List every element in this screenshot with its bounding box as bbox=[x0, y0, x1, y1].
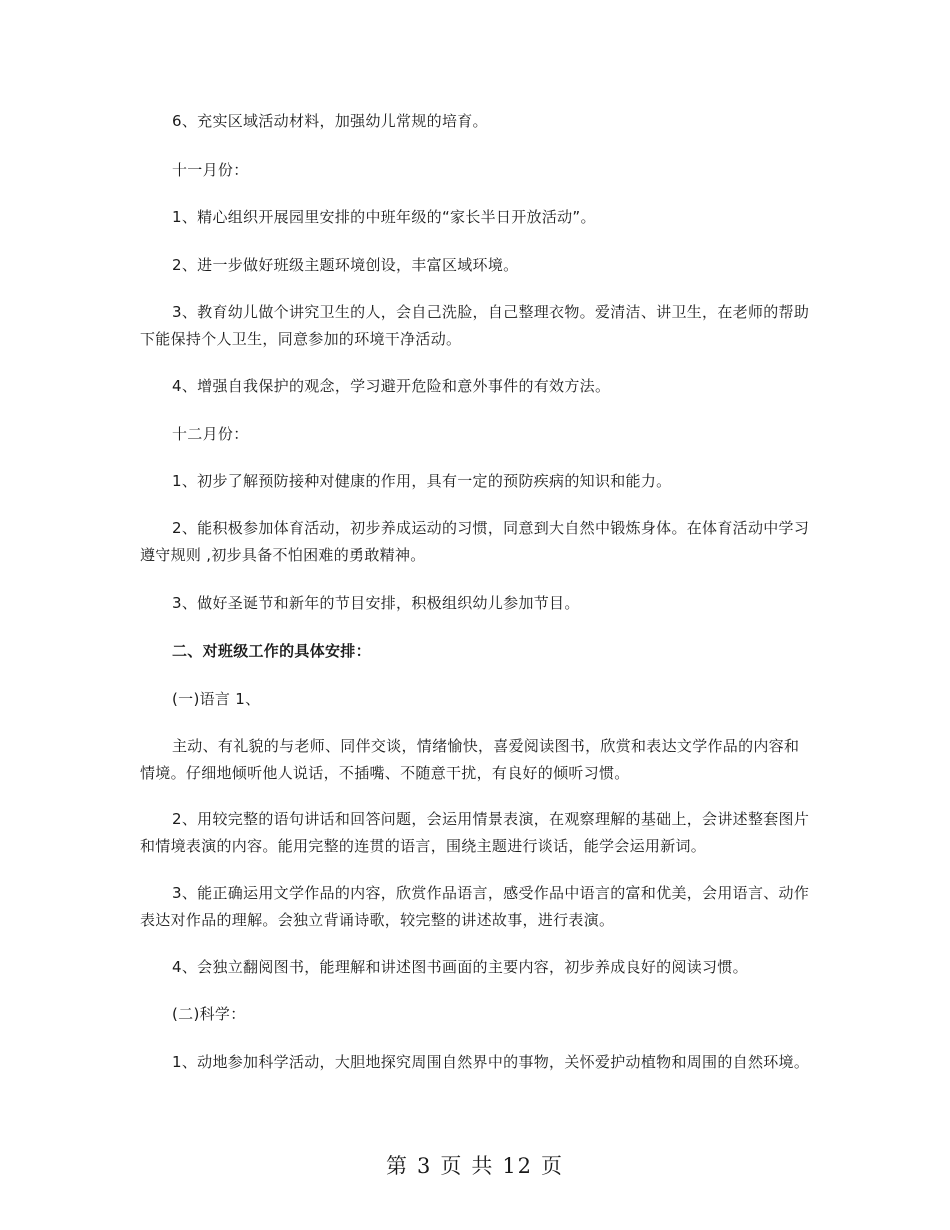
paragraph-item-6: 6、充实区域活动材料，加强幼儿常规的培育。 bbox=[172, 112, 488, 130]
paragraph-language-4: 4、会独立翻阅图书，能理解和讲述图书画面的主要内容，初步养成良好的阅读习惯。 bbox=[172, 958, 748, 976]
section-heading-class-work: 二、对班级工作的具体安排： bbox=[172, 642, 371, 660]
paragraph-language-1: 主动、有礼貌的与老师、同伴交谈，情绪愉快，喜爱阅读图书，欣赏和表达文学作品的内容和情境。仔细地倾听他人说话，不插嘴、不随意干扰，有良好的倾听习惯。 bbox=[140, 737, 800, 782]
paragraph-nov-4: 4、增强自我保护的观念，学习避开危险和意外事件的有效方法。 bbox=[172, 377, 611, 395]
footer-current-page: 3 bbox=[416, 1154, 433, 1178]
footer-gong: 共 bbox=[471, 1154, 495, 1178]
paragraph-language-3: 3、能正确运用文学作品的内容，欣赏作品语言，感受作品中语言的富和优美，会用语言、动作表达对作品的理解。会独立背诵诗歌，较完整的讲述故事，进行表演。 bbox=[140, 884, 810, 929]
footer-total-pages: 12 bbox=[502, 1154, 534, 1178]
paragraph-nov-2: 2、进一步做好班级主题环境创设，丰富区域环境。 bbox=[172, 256, 519, 274]
paragraph-dec-1: 1、初步了解预防接种对健康的作用，具有一定的预防疾病的知识和能力。 bbox=[172, 472, 672, 490]
subheading-science: (二)科学： bbox=[172, 1005, 246, 1023]
paragraph-dec-3: 3、做好圣诞节和新年的节目安排，积极组织幼儿参加节目。 bbox=[172, 594, 580, 612]
paragraph-dec-2: 2、能积极参加体育活动，初步养成运动的习惯，同意到大自然中锻炼身体。在体育活动中学习遵守规则 ,初步具备不怕困难的勇敢精神。 bbox=[140, 519, 810, 564]
footer-di: 第 bbox=[385, 1154, 409, 1178]
paragraph-nov-1: 1、精心组织开展园里安排的中班年级的“家长半日开放活动”。 bbox=[172, 208, 596, 226]
subheading-language: (一)语言 1、 bbox=[172, 690, 261, 708]
heading-november: 十一月份： bbox=[172, 161, 249, 179]
footer-ye-end: 页 bbox=[541, 1154, 565, 1178]
paragraph-nov-3: 3、教育幼儿做个讲究卫生的人，会自己洗脸，自己整理衣物。爱清洁、讲卫生，在老师的帮助下能保持个人卫生，同意参加的环境干净活动。 bbox=[140, 303, 810, 348]
page-number-footer bbox=[0, 1150, 950, 1180]
paragraph-language-2: 2、用较完整的语句讲话和回答问题，会运用情景表演，在观察理解的基础上，会讲述整套图片和情境表演的内容。能用完整的连贯的语言，围绕主题进行谈话，能学会运用新词。 bbox=[140, 810, 810, 855]
paragraph-science-1: 1、动地参加科学活动，大胆地探究周围自然界中的事物，关怀爱护动植物和周围的自然环境。 bbox=[172, 1053, 810, 1071]
heading-december: 十二月份： bbox=[172, 425, 249, 443]
footer-ye: 页 bbox=[440, 1154, 464, 1178]
